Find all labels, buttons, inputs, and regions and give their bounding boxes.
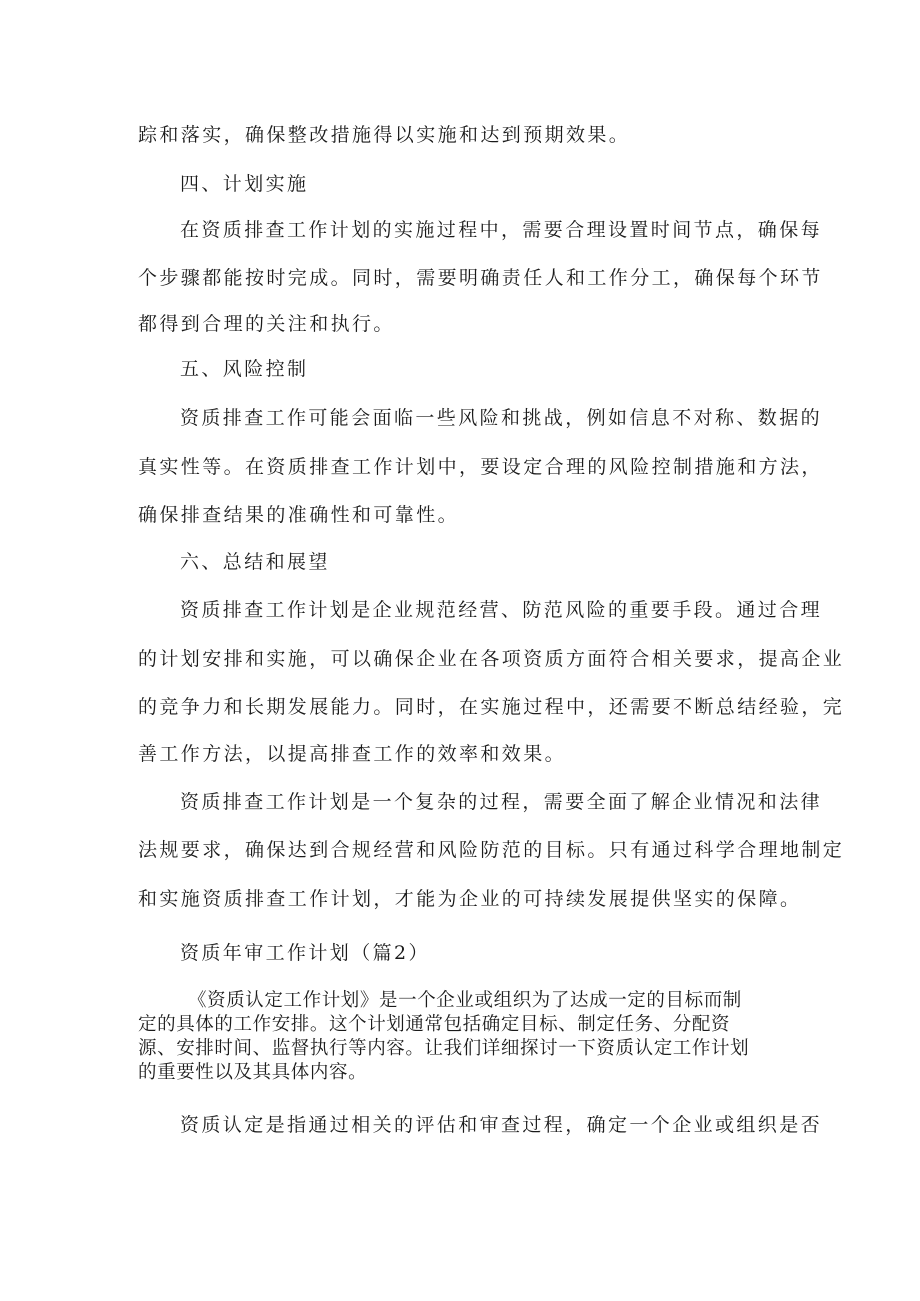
paragraph-line: 的重要性以及其具体内容。 (138, 1062, 368, 1083)
paragraph-line: 真实性等。在资质排查工作计划中，要设定合理的风险控制措施和方法， (138, 456, 823, 478)
section-heading-summary-outlook: 六、总结和展望 (180, 551, 330, 573)
paragraph-line: 资质排查工作可能会面临一些风险和挑战，例如信息不对称、数据的 (180, 407, 823, 429)
paragraph-line: 善工作方法，以提高排查工作的效率和效果。 (138, 743, 567, 765)
paragraph-line: 源、安排时间、监督执行等内容。让我们详细探讨一下资质认定工作计划 (138, 1038, 750, 1059)
section-heading-annual-review: 资质年审工作计划（篇2） (180, 942, 430, 964)
paragraph-line: 确保排查结果的准确性和可靠性。 (138, 504, 460, 526)
paragraph-line: 踪和落实，确保整改措施得以实施和达到预期效果。 (138, 124, 631, 146)
paragraph-line: 和实施资质排查工作计划，才能为企业的可持续发展提供坚实的保障。 (138, 888, 802, 910)
paragraph-line: 《资质认定工作计划》是一个企业或组织为了达成一定的目标而制 (188, 990, 742, 1011)
paragraph-line: 定的具体的工作安排。这个计划通常包括确定目标、制定任务、分配资 (138, 1014, 731, 1035)
paragraph-line: 法规要求，确保达到合规经营和风险防范的目标。只有通过科学合理地制定 (138, 839, 845, 861)
paragraph-line: 资质排查工作计划是企业规范经营、防范风险的重要手段。通过合理 (180, 599, 823, 621)
paragraph-line: 都得到合理的关注和执行。 (138, 313, 395, 335)
paragraph-line: 资质认定是指通过相关的评估和审查过程，确定一个企业或组织是否 (180, 1114, 823, 1136)
paragraph-line: 资质排查工作计划是一个复杂的过程，需要全面了解企业情况和法律 (180, 791, 823, 813)
paragraph-line: 的计划安排和实施，可以确保企业在各项资质方面符合相关要求，提高企业 (138, 648, 845, 670)
paragraph-line: 的竞争力和长期发展能力。同时，在实施过程中，还需要不断总结经验，完 (138, 696, 845, 718)
section-heading-plan-implementation: 四、计划实施 (180, 173, 309, 195)
paragraph-line: 个步骤都能按时完成。同时，需要明确责任人和工作分工，确保每个环节 (138, 267, 823, 289)
paragraph-line: 在资质排查工作计划的实施过程中，需要合理设置时间节点，确保每 (180, 219, 823, 241)
section-heading-risk-control: 五、风险控制 (180, 358, 309, 380)
